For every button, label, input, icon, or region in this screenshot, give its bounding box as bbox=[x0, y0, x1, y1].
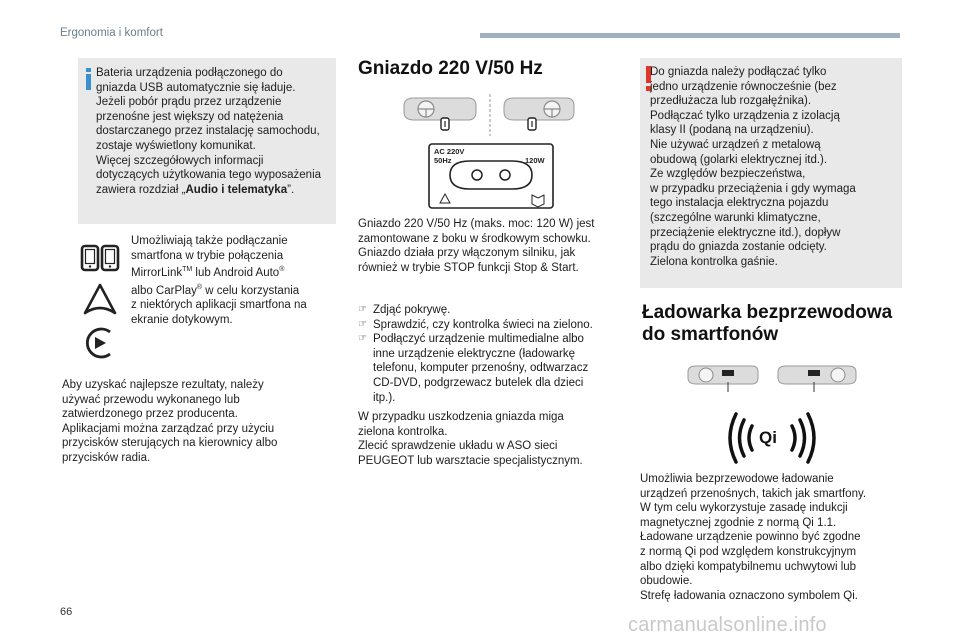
text-line: Do gniazda należy podłączać tylko bbox=[650, 66, 827, 78]
wireless-charger-description: Umożliwia bezprzewodowe ładowanie urządzeń przenośnych, takich jak smartfony. W tym celu wykorzystuje zasadę indukcji magnetycznej zgodnie z normą Qi 1.1. Ładowane urządzenie powinno być zgodne z normą Qi pod względem konstrukcyjnym albo dzięki kompatybilnemu uchwytowi lub obudowie. Strefę ładowania oznaczono symbolem Qi. bbox=[640, 473, 867, 602]
socket-label-ac: AC 220V bbox=[434, 147, 465, 156]
socket-steps-list bbox=[358, 303, 624, 405]
carplay-icon bbox=[82, 326, 116, 360]
text-line: przeciążenie elektryczne itd.), dopływ bbox=[650, 226, 841, 239]
charger-section-title: Ładowarka bezprzewodowa do smartfonów bbox=[642, 302, 893, 345]
text-line: smartfona w trybie połączenia bbox=[131, 249, 284, 262]
text-line: tego instalacja elektryczna pojazdu bbox=[650, 197, 829, 210]
watermark: carmanualsonline.info bbox=[628, 614, 827, 636]
text-line: dotyczących użytkowania tego wyposażenia bbox=[96, 169, 322, 182]
text-line: Więcej szczegółowych informacji bbox=[96, 154, 264, 167]
text-line: Ze względów bezpieczeństwa, bbox=[650, 168, 806, 181]
page-number: 66 bbox=[60, 606, 73, 618]
text-line: obudową (golarki elektrycznej itd.). bbox=[650, 153, 828, 166]
text-line: Nie używać urządzeń z metalową bbox=[650, 138, 821, 151]
text-line: MirrorLink bbox=[131, 267, 183, 280]
arrow-icon: ☞ bbox=[358, 333, 367, 345]
chapter-link-audio[interactable]: Audio i telematyka bbox=[185, 183, 288, 196]
smartphone-connection-text bbox=[131, 234, 336, 327]
charger-location-illustration bbox=[686, 362, 858, 398]
text-line: ekranie dotykowym. bbox=[131, 313, 233, 326]
text-line: albo CarPlay bbox=[131, 284, 197, 297]
socket-section-title: Gniazdo 220 V/50 Hz bbox=[358, 58, 543, 79]
text-line: klasy II (podaną na urządzeniu). bbox=[650, 124, 814, 137]
text-line: lub Android Auto bbox=[192, 267, 280, 280]
text-line: dostarczanego przez instalację samochodu, bbox=[96, 125, 320, 138]
warning-box-text bbox=[650, 65, 898, 269]
text-line: Umożliwiają także podłączanie bbox=[131, 235, 288, 247]
header-section-title: Ergonomia i komfort bbox=[60, 27, 163, 39]
socket-description: Gniazdo 220 V/50 Hz (maks. moc: 120 W) jest zamontowane z boku w środkowym schowku. Gniazdo działa przy włączonym silniku, jak również w trybie STOP funkcji Stop & Start. bbox=[358, 218, 595, 274]
dashboard-location-illustration bbox=[400, 92, 580, 138]
list-item: ☞ Zdjąć pokrywę. bbox=[358, 304, 451, 316]
arrow-icon: ☞ bbox=[358, 304, 367, 315]
text-line: przedłużacza lub rozgałęźnika). bbox=[650, 95, 812, 108]
mirrorlink-icon bbox=[80, 242, 120, 274]
text-line: Podłączać tylko urządzenia z izolacją bbox=[650, 109, 840, 122]
text-line: prądu do gniazda zostanie odcięty. bbox=[650, 241, 827, 254]
registered-sign: ® bbox=[279, 266, 285, 274]
text-line: gniazda USB automatycznie się ładuje. bbox=[96, 81, 296, 94]
socket-label-hz: 50Hz bbox=[434, 156, 452, 165]
text-line: Bateria urządzenia podłączonego do bbox=[96, 67, 283, 79]
qi-label: Qi bbox=[759, 428, 777, 447]
cable-advice-text: Aby uzyskać najlepsze rezultaty, należy używać przewodu wykonanego lub zatwierdzonego przez producenta. Aplikacjami można zarządzać przy użyciu przycisków sterujących na kierownicy albo przycisków radia. bbox=[62, 379, 278, 464]
text-line: Zielona kontrolka gaśnie. bbox=[650, 255, 778, 268]
text-line: jedno urządzenie równocześnie (bez bbox=[650, 80, 837, 93]
list-item: ☞ Podłączyć urządzenie multimedialne albo inne urządzenie elektryczne (ładowarkę telefonu, komputer przenośny, odtwarzacz CD-DVD, podgrzewacz butelek dla dzieci itp.). bbox=[358, 333, 589, 404]
text-line: zostaje wyświetlony komunikat. bbox=[96, 139, 256, 152]
android-auto-icon bbox=[82, 283, 118, 317]
trademark-sign: TM bbox=[182, 266, 193, 274]
text-line: przenośne jest większy od natężenia bbox=[96, 110, 284, 123]
text-line: ”. bbox=[287, 183, 295, 196]
header-bar bbox=[480, 33, 900, 38]
text-line: (szczególne warunki klimatyczne, bbox=[650, 211, 821, 224]
arrow-icon: ☞ bbox=[358, 318, 367, 330]
text-line: z niektórych aplikacji smartfona na bbox=[131, 299, 307, 312]
socket-label-w: 120W bbox=[525, 156, 545, 165]
text-line: w celu korzystania bbox=[202, 284, 300, 297]
text-line: Jeżeli pobór prądu przez urządzenie bbox=[96, 96, 282, 109]
socket-fault-text: W przypadku uszkodzenia gniazda miga zielona kontrolka. Zlecić sprawdzenie układu w ASO sieci PEUGEOT lub warsztacie specjalistycznym. bbox=[358, 411, 583, 467]
info-box-usb-text bbox=[96, 66, 332, 197]
info-icon bbox=[86, 68, 91, 90]
registered-sign: ® bbox=[196, 283, 203, 291]
text-line: w przypadku przeciążenia i gdy wymaga bbox=[650, 182, 856, 195]
text-line: zawiera rozdział „ bbox=[96, 183, 186, 196]
list-item: ☞ Sprawdzić, czy kontrolka świeci na zielono. bbox=[358, 318, 593, 331]
